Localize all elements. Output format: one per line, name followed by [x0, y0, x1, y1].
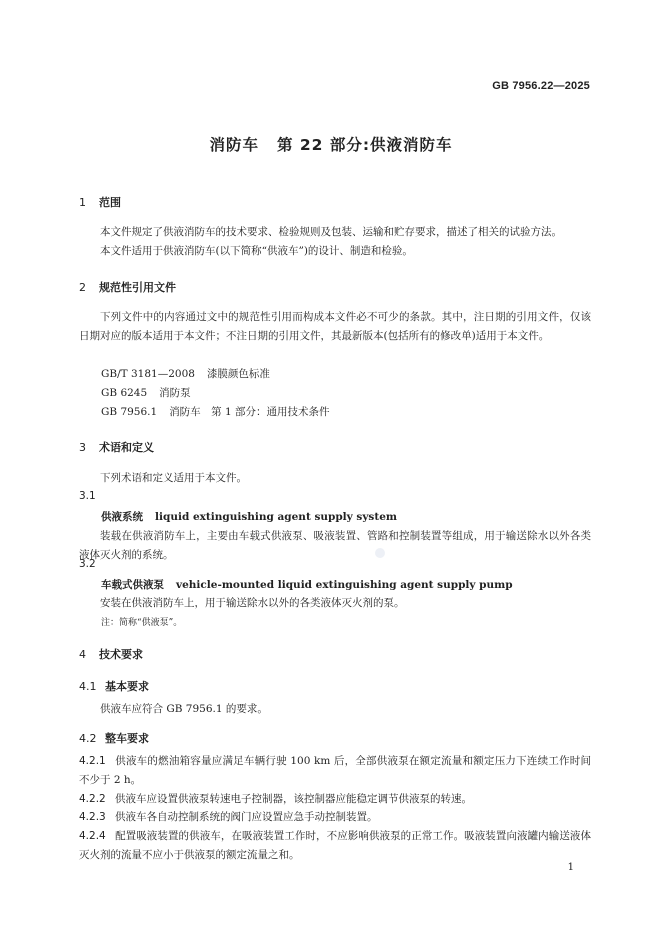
clause-4-2-3: 4.2.3 供液车各自动控制系统的阀门应设置应急手动控制装置。 [79, 811, 378, 823]
document-title [0, 133, 662, 155]
section-3-paragraph-1: 下列术语和定义适用于本文件。 [100, 472, 247, 484]
term-heading: 车载式供液泵 vehicle-mounted liquid extinguishing agent supply pump [101, 579, 513, 591]
clause-4-2-4: 4.2.4 配置吸液装置的供液车，在吸液装置工作时，不应影响供液泵的正常工作。吸液装置向液罐内输送液体灭火剂的流量不应小于供液泵的额定流量之和。 [79, 830, 591, 861]
standard-code: GB 7956.22—2025 [492, 80, 590, 92]
term-number: 3.2 [79, 558, 96, 570]
term-heading: 供液系统 liquid extinguishing agent supply system [101, 511, 397, 523]
title-part-a: 消防车 [209, 136, 259, 154]
page-number: 1 [567, 862, 574, 873]
section-2-heading: 2 规范性引用文件 [79, 281, 176, 294]
section-4-2-heading: 4.2 整车要求 [79, 732, 149, 745]
section-3-heading: 3 术语和定义 [79, 441, 154, 454]
term-note: 注：简称“供液泵”。 [101, 618, 183, 628]
section-1-paragraph-2: 本文件适用于供液消防车(以下简称“供液车”)的设计、制造和检验。 [100, 245, 413, 257]
term-definition: 装载在供液消防车上，主要由车载式供液泵、吸液装置、管路和控制装置等组成，用于输送除水以外各类液体灭火剂的系统。 [79, 530, 591, 561]
reference-item: GB 7956.1 消防车 第 1 部分：通用技术条件 [101, 406, 330, 418]
term-number: 3.1 [79, 490, 96, 502]
reference-item: GB 6245 消防泵 [101, 387, 191, 399]
clause-4-2-1: 4.2.1 供液车的燃油箱容量应满足车辆行驶 100 km 后，全部供液泵在额定流量和额定压力下连续工作时间不少于 2 h。 [79, 755, 591, 786]
title-part-b: 第 22 部分:供液消防车 [276, 136, 453, 154]
term-definition: 安装在供液消防车上，用于输送除水以外的各类液体灭火剂的泵。 [100, 597, 405, 609]
section-1-heading: 1 范围 [79, 196, 121, 209]
section-4-1-heading: 4.1 基本要求 [79, 680, 149, 693]
reference-item: GB/T 3181—2008 漆膜颜色标准 [101, 368, 270, 380]
section-2-paragraph-1: 下列文件中的内容通过文中的规范性引用而构成本文件必不可少的条款。其中，注日期的引用文件，仅该日期对应的版本适用于本文件；不注日期的引用文件，其最新版本(包括所有的修改单)适用于本文件。 [79, 311, 591, 342]
watermark-logo [375, 548, 385, 558]
section-1-paragraph-1: 本文件规定了供液消防车的技术要求、检验规则及包装、运输和贮存要求，描述了相关的试验方法。 [100, 226, 562, 238]
section-4-heading: 4 技术要求 [79, 648, 143, 661]
clause-4-2-2: 4.2.2 供液车应设置供液泵转速电子控制器，该控制器应能稳定调节供液泵的转速。 [79, 793, 472, 805]
section-4-1-paragraph: 供液车应符合 GB 7956.1 的要求。 [100, 703, 268, 715]
